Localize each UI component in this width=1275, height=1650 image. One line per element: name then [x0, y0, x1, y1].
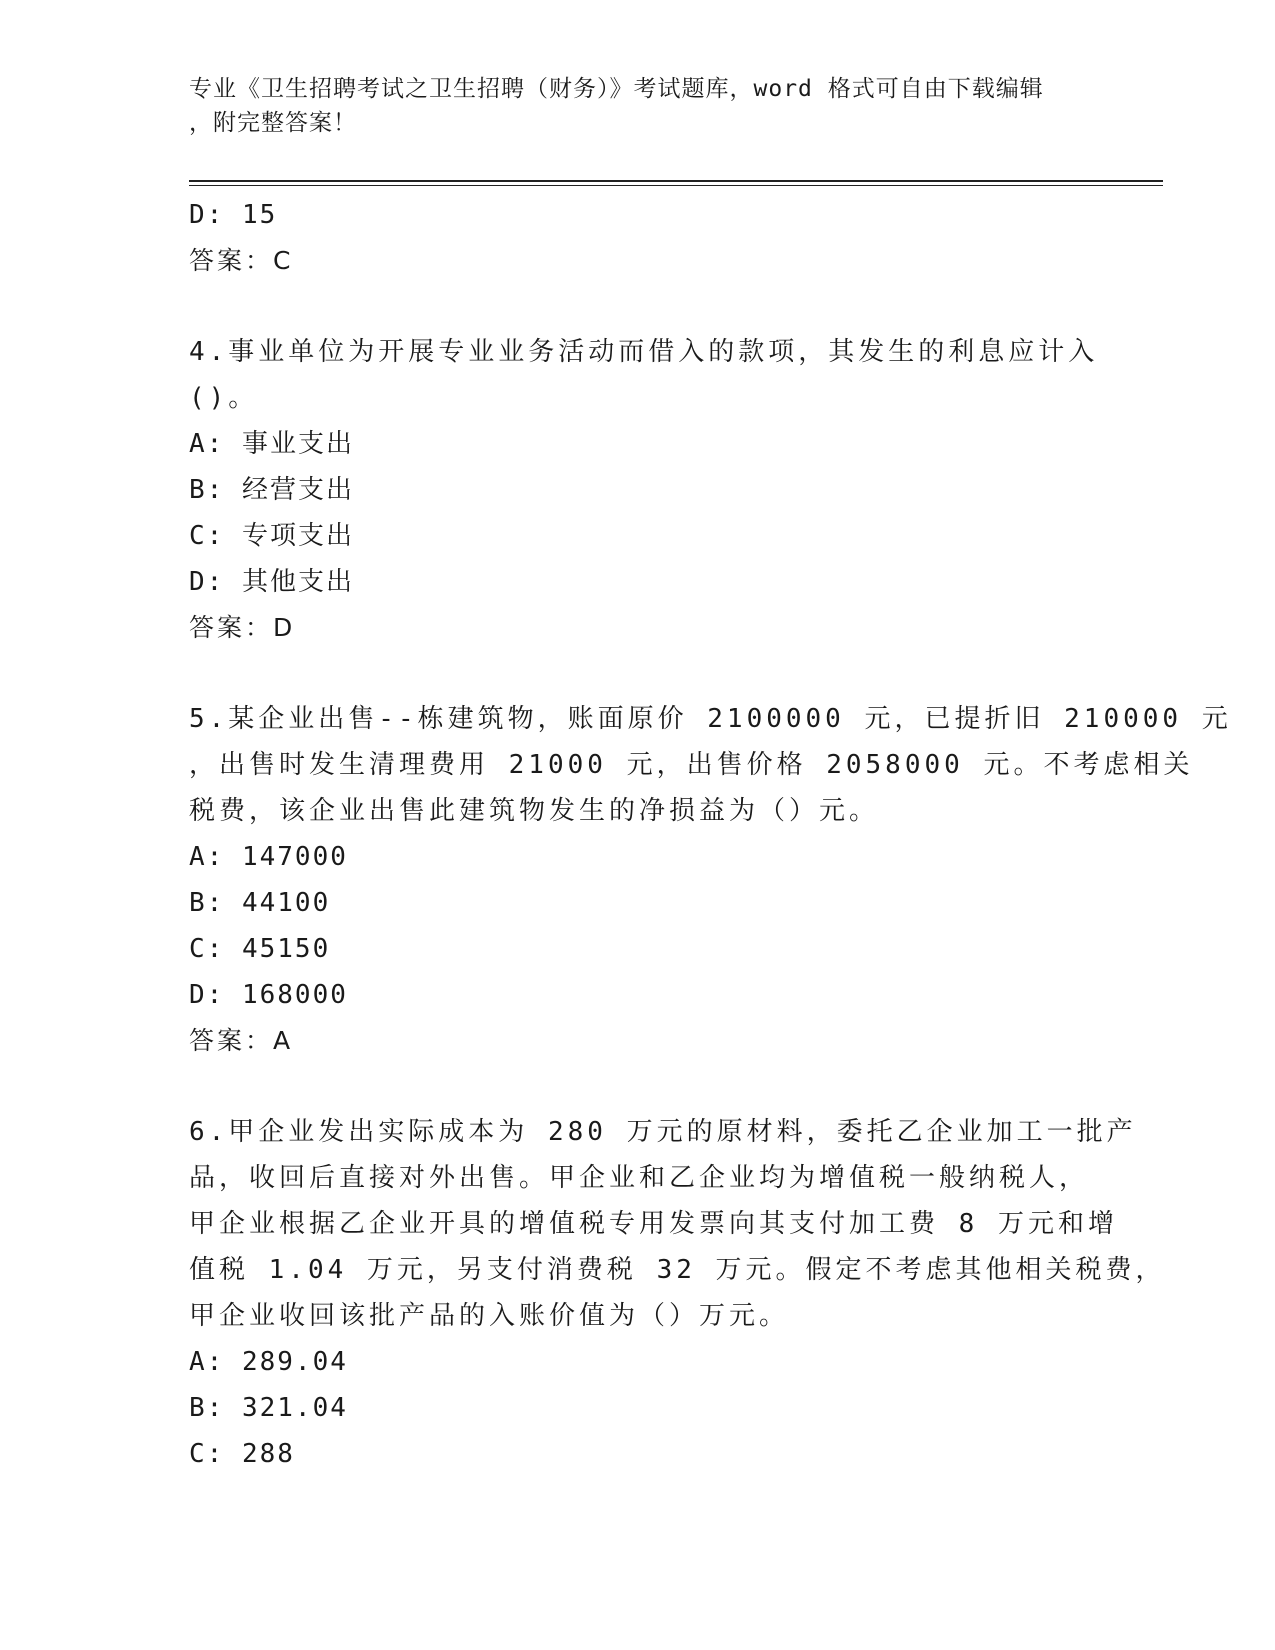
question-text-line: 4.事业单位为开展专业业务活动而借入的款项，其发生的利息应计入	[189, 337, 1099, 367]
question-text-line: 甲企业根据乙企业开具的增值税专用发票向其支付加工费 8 万元和增	[189, 1209, 1118, 1239]
option-c: C: 288	[189, 1439, 295, 1469]
question-3-tail	[189, 192, 1089, 284]
document-body	[189, 192, 1232, 1477]
option-b: B: 经营支出	[189, 475, 354, 505]
question-text-line: ()。	[189, 383, 259, 413]
question-text-line: 6.甲企业发出实际成本为 280 万元的原材料，委托乙企业加工一批产	[189, 1117, 1137, 1147]
answer-line: 答案：A	[189, 1026, 294, 1055]
option-c: C: 专项支出	[189, 521, 354, 551]
option-b: B: 321.04	[189, 1393, 348, 1423]
option-a: A: 事业支出	[189, 429, 354, 459]
question-text-line: ，出售时发生清理费用 21000 元，出售价格 2058000 元。不考虑相关	[189, 750, 1194, 780]
option-a: A: 289.04	[189, 1347, 348, 1377]
question-text-line: 5.某企业出售--栋建筑物，账面原价 2100000 元，已提折旧 210000 元	[189, 704, 1232, 734]
option-d: D: 其他支出	[189, 567, 354, 597]
answer-line: 答案：D	[189, 613, 296, 642]
question-text-line: 品，收回后直接对外出售。甲企业和乙企业均为增值税一般纳税人，	[189, 1163, 1090, 1193]
page-header	[189, 72, 1089, 140]
question-text-line: 值税 1.04 万元，另支付消费税 32 万元。假定不考虑其他相关税费，	[189, 1255, 1166, 1285]
header-title-line-1: 专业《卫生招聘考试之卫生招聘（财务）》考试题库，word 格式可自由下载编辑	[189, 76, 1044, 102]
question-5	[189, 696, 1232, 1064]
question-6	[189, 1109, 1166, 1477]
header-divider	[189, 180, 1163, 186]
answer-line: 答案：C	[189, 246, 294, 275]
option-a: A: 147000	[189, 842, 348, 872]
header-title-line-2: ，附完整答案！	[189, 110, 357, 136]
option-d: D: 15	[189, 200, 278, 230]
option-d: D: 168000	[189, 980, 348, 1010]
option-b: B: 44100	[189, 888, 331, 918]
option-c: C: 45150	[189, 934, 331, 964]
question-text-line: 税费，该企业出售此建筑物发生的净损益为（）元。	[189, 796, 880, 826]
question-4	[189, 329, 1099, 651]
question-text-line: 甲企业收回该批产品的入账价值为（）万元。	[189, 1301, 790, 1331]
